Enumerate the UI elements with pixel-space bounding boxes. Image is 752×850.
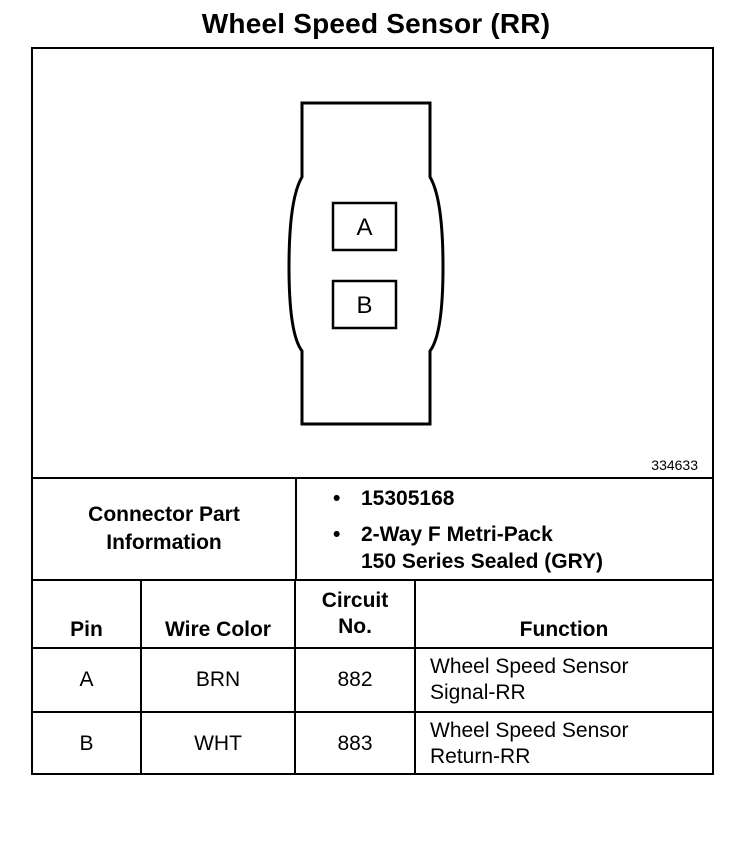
- connector-body-outline: [289, 103, 443, 424]
- connector-part-info-label: [33, 479, 297, 579]
- part-number-item: [333, 485, 603, 512]
- connector-face-drawing: [33, 49, 712, 477]
- connector-type-line: 2-Way F Metri-Pack: [361, 523, 553, 546]
- header-circuit-line: No.: [338, 615, 372, 638]
- function-line: Wheel Speed Sensor: [430, 719, 629, 742]
- bullet-glyph: •: [333, 523, 341, 546]
- header-pin: Pin: [33, 581, 141, 648]
- header-circuit-no: [295, 581, 415, 648]
- cell-pin: B: [33, 712, 141, 775]
- function-line: Return-RR: [430, 745, 531, 768]
- table-row: [33, 712, 712, 775]
- info-label-line: Connector Part: [88, 503, 240, 526]
- cell-wire-color: BRN: [141, 648, 295, 712]
- cell-function: [415, 648, 712, 712]
- header-circuit-line: Circuit: [321, 589, 389, 612]
- header-function: Function: [415, 581, 712, 648]
- page-title: Wheel Speed Sensor (RR): [201, 8, 551, 39]
- function-line: Signal-RR: [430, 681, 526, 704]
- cell-circuit: 882: [295, 648, 415, 712]
- bullet-glyph: •: [333, 487, 341, 510]
- info-label-line: Information: [106, 531, 222, 554]
- table-row: [33, 648, 712, 712]
- cavity-b-label: B: [356, 292, 373, 319]
- connector-document-frame: [31, 47, 714, 775]
- connector-type-line: 150 Series Sealed (GRY): [361, 550, 604, 573]
- cell-circuit: 883: [295, 712, 415, 775]
- connector-diagram: [33, 49, 712, 479]
- pin-table: [33, 581, 712, 775]
- cavity-a-label: A: [356, 214, 373, 241]
- cell-wire-color: WHT: [141, 712, 295, 775]
- cell-function: [415, 712, 712, 775]
- connector-part-info-list: [333, 485, 603, 584]
- connector-part-info-row: [33, 479, 712, 581]
- connector-type-item: [333, 521, 603, 575]
- header-wire-color: Wire Color: [141, 581, 295, 648]
- figure-number: 334633: [651, 457, 698, 473]
- function-line: Wheel Speed Sensor: [430, 655, 629, 678]
- pin-table-header-row: [33, 581, 712, 648]
- part-number: 15305168: [361, 487, 455, 510]
- cell-pin: A: [33, 648, 141, 712]
